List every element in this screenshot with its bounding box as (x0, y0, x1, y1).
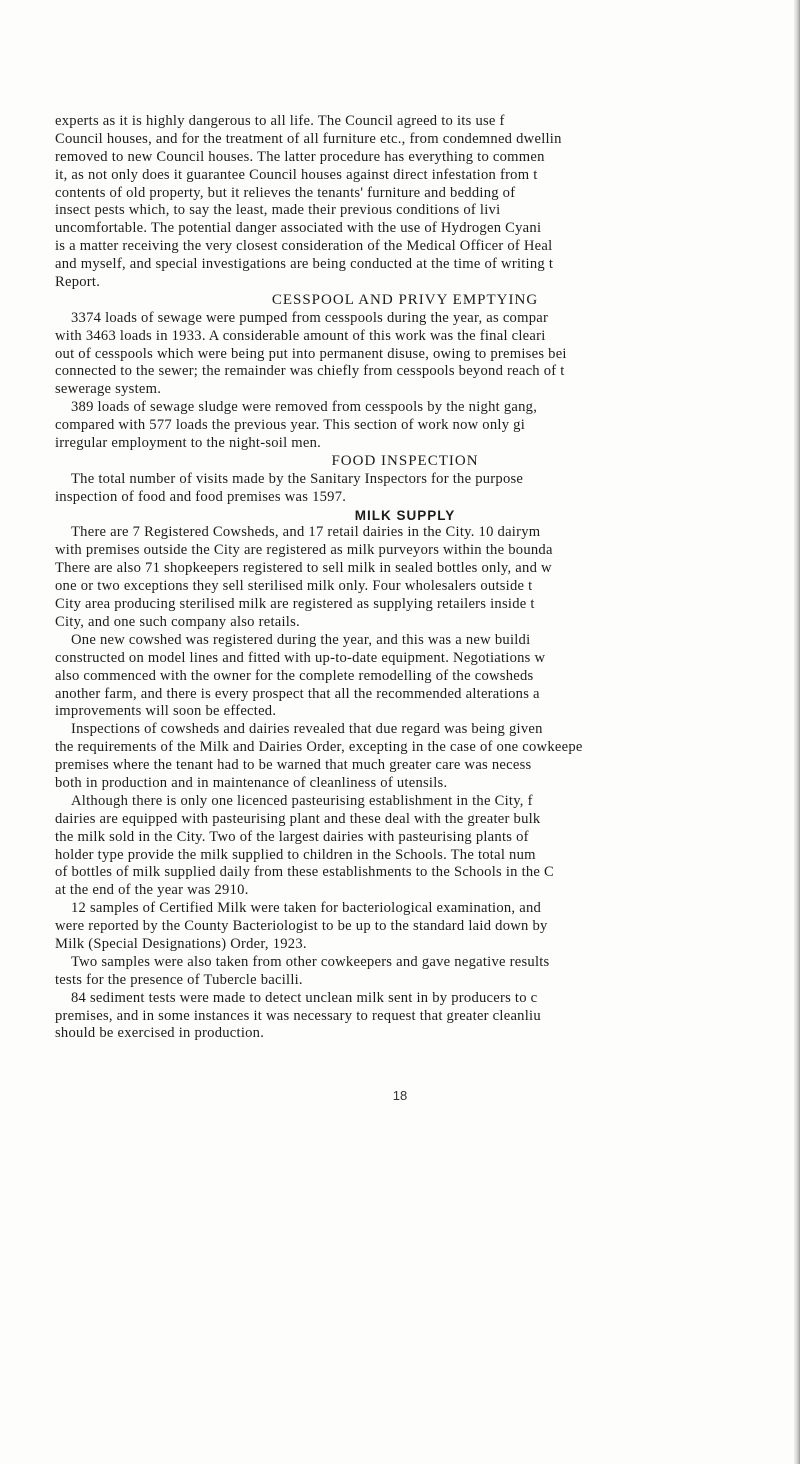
text-line: City area producing sterilised milk are registered as supplying retailers inside t (55, 596, 535, 613)
text-line: of bottles of milk supplied daily from these establishments to the Schools in the C (55, 864, 555, 881)
text-line: There are also 71 shopkeepers registered to sell milk in sealed bottles only, and w (55, 560, 552, 577)
text-line: premises where the tenant had to be warned that much greater care was necess (55, 757, 532, 774)
text-line: dairies are equipped with pasteurising plant and these deal with the greater bulk (55, 810, 541, 827)
text-line: out of cesspools which were being put into permanent disuse, owing to premises bei (55, 345, 567, 362)
text-line: the requirements of the Milk and Dairies Order, excepting in the case of one cowkeepe (55, 739, 583, 756)
text-line: at the end of the year was 2910. (55, 882, 249, 899)
text-line: the milk sold in the City. Two of the largest dairies with pasteurising plants of (55, 828, 529, 845)
text-line: premises, and in some instances it was necessary to request that greater cleanliu (55, 1007, 541, 1024)
text-line: compared with 577 loads the previous year. This section of work now only gi (55, 417, 525, 434)
text-line: with premises outside the City are registered as milk purveyors within the bounda (55, 542, 553, 559)
text-line: were reported by the County Bacteriologist to be up to the standard laid down by (55, 918, 548, 935)
text-line: with 3463 loads in 1933. A considerable amount of this work was the final cleari (55, 327, 546, 344)
document-body (55, 113, 800, 1043)
text-line: Two samples were also taken from other cowkeepers and gave negative results (71, 953, 550, 970)
text-line: it, as not only does it guarantee Council houses against direct infestation from t (55, 166, 538, 183)
text-line: holder type provide the milk supplied to children in the Schools. The total num (55, 846, 536, 863)
section-heading: MILK SUPPLY (354, 507, 456, 523)
text-line: connected to the sewer; the remainder was chiefly from cesspools beyond reach of t (55, 363, 565, 380)
page-edge-shadow (794, 0, 800, 1464)
section-heading: CESSPOOL AND PRIVY EMPTYING (271, 291, 539, 308)
text-line: There are 7 Registered Cowsheds, and 17 retail dairies in the City. 10 dairym (71, 524, 541, 541)
text-line: 3374 loads of sewage were pumped from cesspools during the year, as compar (71, 309, 549, 326)
text-line: 12 samples of Certified Milk were taken for bacteriological examination, and (71, 900, 542, 917)
text-line: improvements will soon be effected. (55, 703, 277, 720)
text-line: insect pests which, to say the least, made their previous conditions of livi (55, 202, 501, 219)
text-line: inspection of food and food premises was 1597. (55, 488, 347, 505)
text-line: should be exercised in production. (55, 1025, 265, 1042)
text-line: another farm, and there is every prospect that all the recommended alterations a (55, 685, 540, 702)
text-line: is a matter receiving the very closest consideration of the Medical Officer of Heal (55, 238, 553, 255)
text-line: uncomfortable. The potential danger associated with the use of Hydrogen Cyani (55, 220, 542, 237)
text-line: 389 loads of sewage sludge were removed from cesspools by the night gang, (71, 399, 538, 416)
text-line: removed to new Council houses. The latter procedure has everything to commen (55, 148, 545, 165)
text-line: experts as it is highly dangerous to all life. The Council agreed to its use f (55, 113, 505, 129)
text-line: one or two exceptions they sell sterilised milk only. Four wholesalers outside t (55, 578, 533, 595)
text-line: also commenced with the owner for the complete remodelling of the cowsheds (55, 667, 534, 684)
text-line: irregular employment to the night-soil men. (55, 435, 322, 452)
text-line: sewerage system. (55, 381, 162, 398)
text-line: both in production and in maintenance of cleanliness of utensils. (55, 774, 448, 791)
text-line: Report. (55, 274, 101, 291)
text-line: One new cowshed was registered during the year, and this was a new buildi (71, 631, 531, 648)
text-line: Although there is only one licenced pasteurising establishment in the City, f (71, 792, 533, 809)
text-line: Inspections of cowsheds and dairies revealed that due regard was being given (71, 721, 543, 738)
section-heading: FOOD INSPECTION (331, 452, 479, 469)
text-line: and myself, and special investigations are being conducted at the time of writing t (55, 256, 554, 273)
page-number: 18 (392, 1088, 408, 1103)
text-line: Council houses, and for the treatment of all furniture etc., from condemned dwellin (55, 130, 562, 147)
text-line: contents of old property, but it relieves the tenants' furniture and bedding of (55, 184, 516, 201)
text-line: 84 sediment tests were made to detect unclean milk sent in by producers to c (71, 989, 538, 1006)
text-line: The total number of visits made by the Sanitary Inspectors for the purpose (71, 470, 524, 487)
text-line: constructed on model lines and fitted with up-to-date equipment. Negotiations w (55, 649, 546, 666)
text-line: City, and one such company also retails. (55, 613, 300, 630)
text-line: Milk (Special Designations) Order, 1923. (55, 935, 307, 952)
text-line: tests for the presence of Tubercle bacilli. (55, 971, 303, 988)
